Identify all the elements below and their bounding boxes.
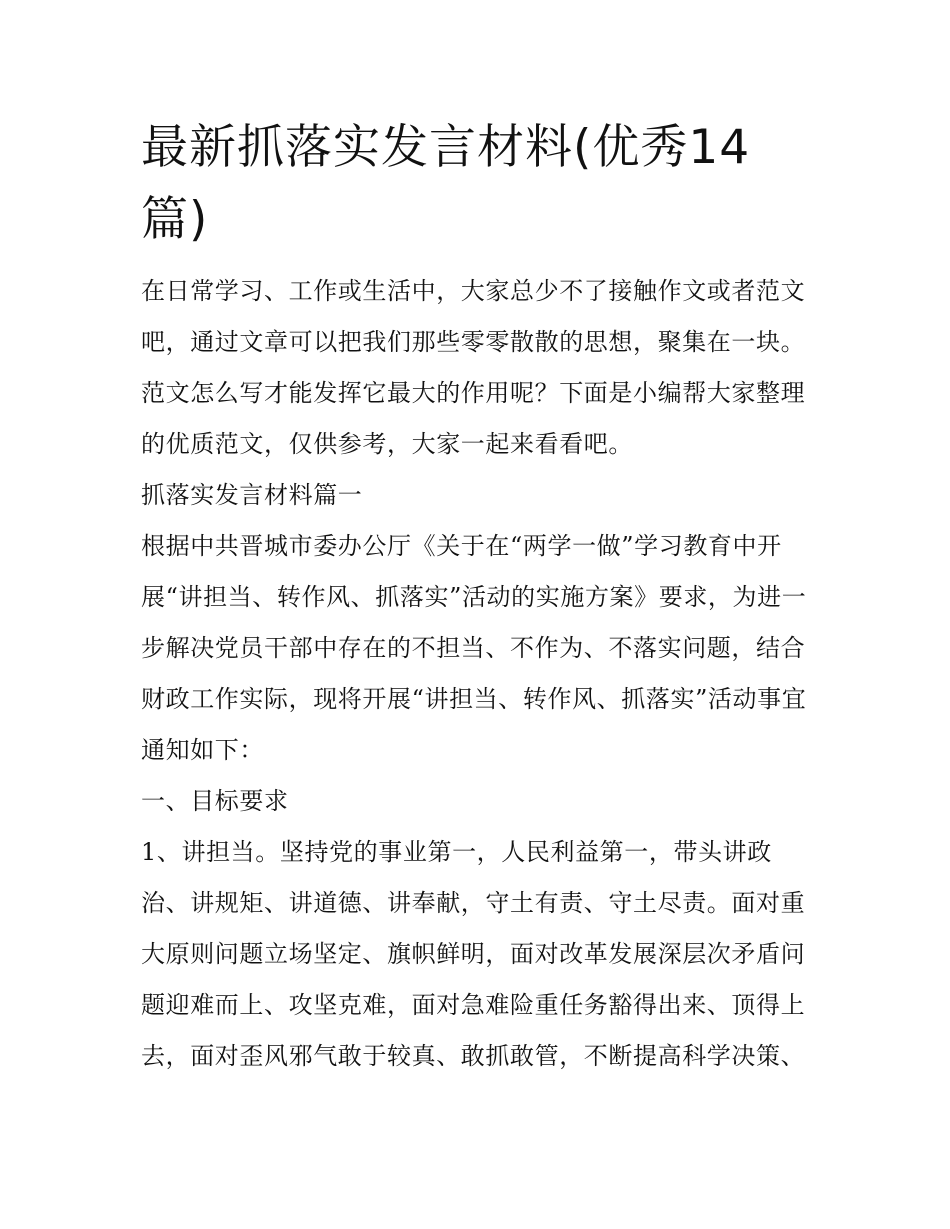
text-line: 大原则问题立场坚定、旗帜鲜明，面对改革发展深层次矛盾问 (141, 940, 806, 968)
text-line: 去，面对歪风邪气敢于较真、敢抓敢管，不断提高科学决策、 (141, 1042, 806, 1070)
text-line: 通知如下： (141, 736, 264, 764)
body-paragraph (141, 827, 821, 1082)
document-body (141, 112, 821, 1082)
text-line: 财政工作实际，现将开展“讲担当、转作风、抓落实”活动事宜 (141, 685, 807, 713)
text-line: 范文怎么写才能发挥它最大的作用呢？下面是小编帮大家整理 (141, 379, 806, 407)
text-line: 的优质范文，仅供参考，大家一起来看看吧。 (141, 430, 633, 458)
intro-paragraph (141, 266, 821, 470)
text-line: 一、目标要求 (141, 787, 289, 815)
title-line: 最新抓落实发言材料(优秀14 (141, 120, 751, 175)
text-line: 展“讲担当、转作风、抓落实”活动的实施方案》要求，为进一 (141, 583, 807, 611)
document-title (141, 112, 821, 256)
title-line: 篇) (141, 192, 209, 247)
subsection-heading (141, 776, 821, 827)
text-line: 抓落实发言材料篇一 (141, 481, 363, 509)
body-paragraph (141, 521, 821, 776)
text-line: 1、讲担当。坚持党的事业第一，人民利益第一，带头讲政 (141, 838, 772, 866)
text-line: 根据中共晋城市委办公厅《关于在“两学一做”学习教育中开 (141, 532, 782, 560)
text-line: 在日常学习、工作或生活中，大家总少不了接触作文或者范文 (141, 277, 806, 305)
text-line: 题迎难而上、攻坚克难，面对急难险重任务豁得出来、顶得上 (141, 991, 806, 1019)
text-line: 吧，通过文章可以把我们那些零零散散的思想，聚集在一块。 (141, 328, 806, 356)
text-line: 治、讲规矩、讲道德、讲奉献，守土有责、守土尽责。面对重 (141, 889, 806, 917)
text-line: 步解决党员干部中存在的不担当、不作为、不落实问题，结合 (141, 634, 806, 662)
section-heading (141, 470, 821, 521)
